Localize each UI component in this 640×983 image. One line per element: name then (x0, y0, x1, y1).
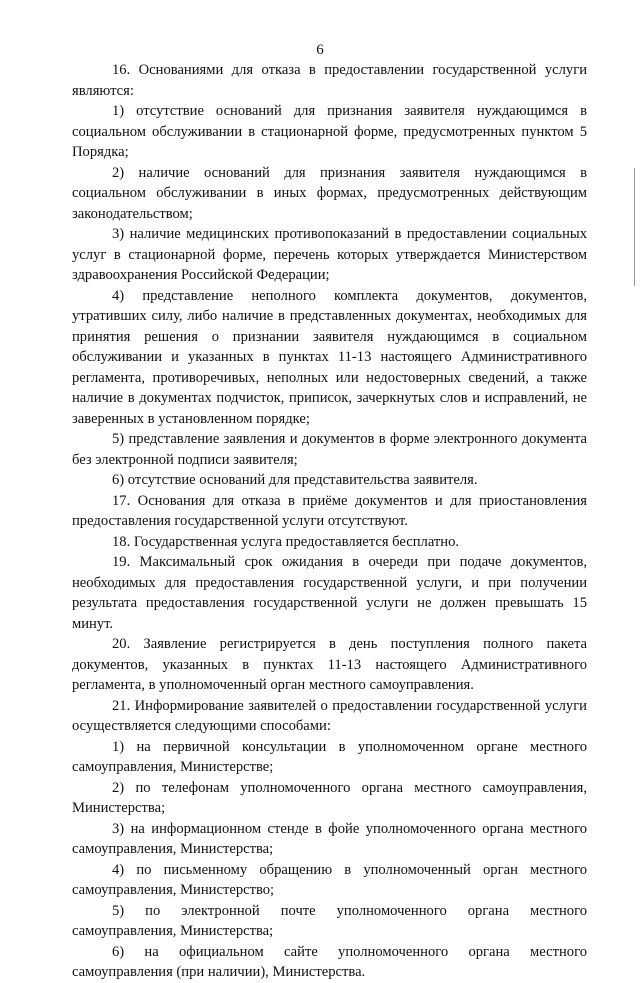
paragraph-16: 16. Основаниями для отказа в предоставлении государственной услуги являются: (72, 62, 587, 99)
scan-edge-line (634, 168, 635, 286)
paragraph-16-item-5: 5) представление заявления и документов в форме электронного документа без электронной подписи заявителя; (72, 431, 587, 468)
paragraph-21-item-5: 5) по электронной почте уполномоченного органа местного самоуправления, Министерства; (72, 902, 587, 939)
document-body (72, 60, 587, 983)
paragraph-21: 21. Информирование заявителей о предоставлении государственной услуги осуществляется следующими способами: (72, 697, 587, 734)
paragraph-16-item-1: 1) отсутствие оснований для признания заявителя нуждающимся в социальном обслуживании в стационарной форме, предусмотренных пунктом 5 Порядка; (72, 103, 587, 160)
paragraph-21-item-1: 1) на первичной консультации в уполномоченном органе местного самоуправления, Министерстве; (72, 738, 587, 775)
paragraph-18: 18. Государственная услуга предоставляется бесплатно. (112, 533, 460, 550)
paragraph-21-item-3: 3) на информационном стенде в фойе уполномоченного органа местного самоуправления, Министерства; (72, 820, 587, 857)
paragraph-19: 19. Максимальный срок ожидания в очереди при подаче документов, необходимых для предоставления государственной услуги, и при получении результата предоставления государственной услуги не должен превышать 15 минут. (72, 554, 587, 632)
paragraph-21-item-6: 6) на официальном сайте уполномоченного органа местного самоуправления (при наличии), Министерства. (72, 943, 587, 980)
paragraph-21-item-4: 4) по письменному обращению в уполномоченный орган местного самоуправления, Министерство; (72, 861, 587, 898)
paragraph-16-item-4: 4) представление неполного комплекта документов, документов, утративших силу, либо наличие в представленных документах, необходимых для принятия решения о признании заявителя нуждающимся в социальном обслуживании и указанных в пунктах 11-13 настоящего Административного регламента, противоречивых, неполных или недостоверных сведений, а также наличие в документах подчисток, приписок, зачеркнутых слов и исправлений, не заверенных в установленном порядке; (72, 287, 587, 427)
paragraph-20: 20. Заявление регистрируется в день поступления полного пакета документов, указанных в пунктах 11-13 настоящего Административного регламента, в уполномоченный орган местного самоуправления. (72, 636, 587, 693)
page-number: 6 (316, 42, 324, 58)
paragraph-16-item-6: 6) отсутствие оснований для представительства заявителя. (112, 472, 478, 488)
paragraph-17: 17. Основания для отказа в приёме документов и для приостановления предоставления государственной услуги отсутствуют. (72, 492, 587, 529)
paragraph-16-item-3: 3) наличие медицинских противопоказаний в предоставлении социальных услуг в стационарной форме, перечень которых утверждается Министерством здравоохранения Российской Федерации; (72, 226, 587, 283)
paragraph-16-item-2: 2) наличие оснований для признания заявителя нуждающимся в социальном обслуживании в иных формах, предусмотренных действующим законодательством; (72, 164, 587, 222)
paragraph-21-item-2: 2) по телефонам уполномоченного органа местного самоуправления, Министерства; (72, 779, 587, 816)
